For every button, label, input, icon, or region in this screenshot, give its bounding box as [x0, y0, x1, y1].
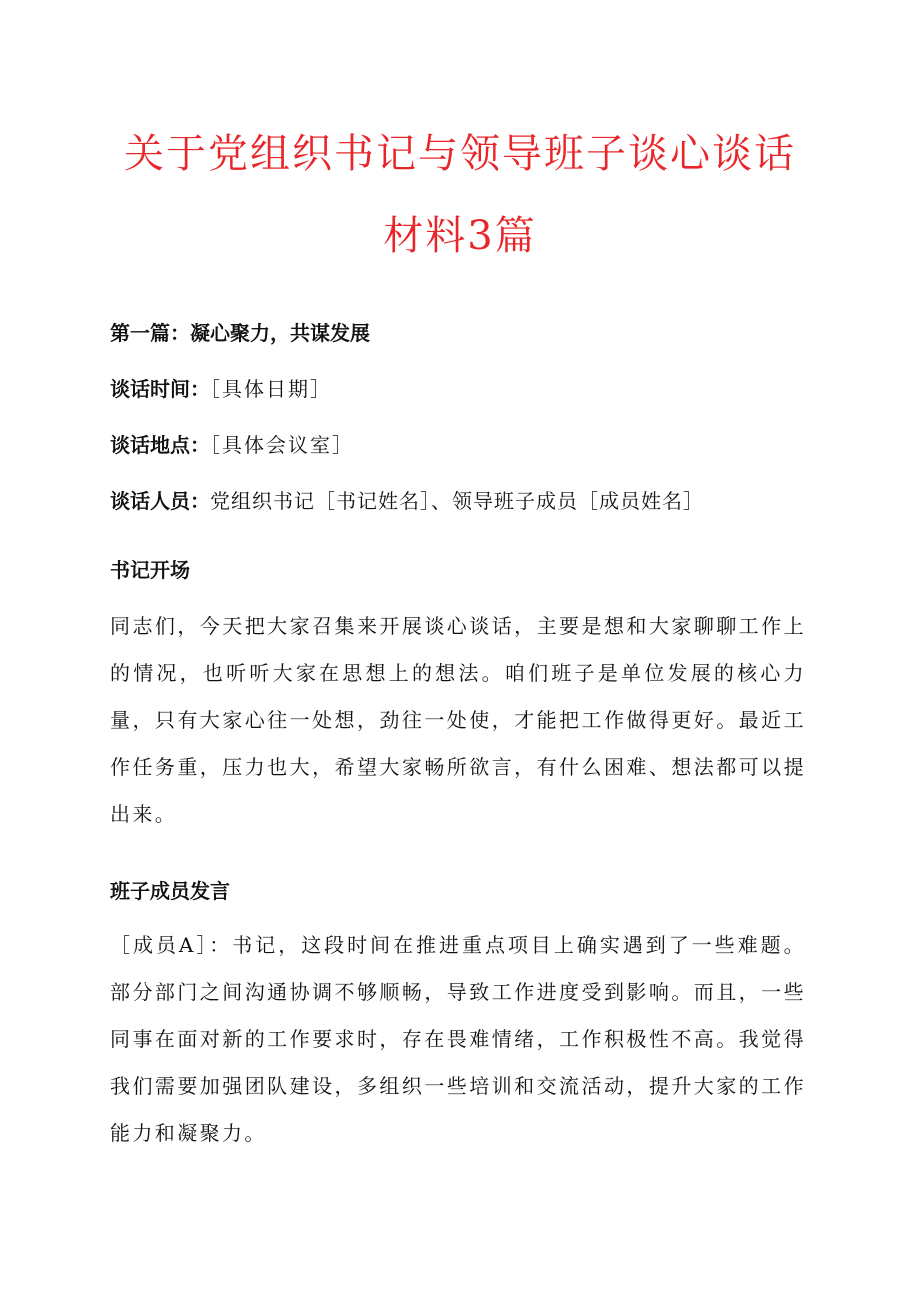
meta-participants-value: 党组织书记［书记姓名］、领导班子成员［成员姓名］ — [210, 489, 704, 513]
member-heading: 班子成员发言 — [110, 879, 230, 903]
meta-location-label: 谈话地点： — [110, 433, 210, 457]
meta-time-label: 谈话时间： — [110, 377, 210, 401]
document-title-line2: 材料3篇 — [383, 213, 537, 259]
secretary-heading: 书记开场 — [110, 558, 190, 582]
member-a-paragraph: ［成员A］：书记，这段时间在推进重点项目上确实遇到了一些难题。部分部门之间沟通协调不够顺畅，导致工作进度受到影响。而且，一些同事在面对新的工作要求时，存在畏难情绪，工作积极性不高。我觉得我们需要加强团队建设，多组织一些培训和交流活动，提升大家的工作能力和凝聚力。 — [110, 933, 806, 1145]
secretary-paragraph: 同志们，今天把大家召集来开展谈心谈话，主要是想和大家聊聊工作上的情况，也听听大家在思想上的想法。咱们班子是单位发展的核心力量，只有大家心往一处想，劲往一处使，才能把工作做得更好。最近工作任务重，压力也大，希望大家畅所欲言，有什么困难、想法都可以提出来。 — [110, 614, 806, 826]
section-heading: 第一篇：凝心聚力，共谋发展 — [110, 321, 370, 345]
meta-location-value: ［具体会议室］ — [210, 433, 354, 457]
document-title-line1: 关于党组织书记与领导班子谈心谈话 — [124, 131, 796, 177]
meta-participants — [110, 486, 810, 516]
meta-time-value: ［具体日期］ — [210, 377, 332, 401]
meta-time — [110, 374, 810, 404]
meta-participants-label: 谈话人员： — [110, 489, 210, 513]
meta-location — [110, 430, 810, 460]
